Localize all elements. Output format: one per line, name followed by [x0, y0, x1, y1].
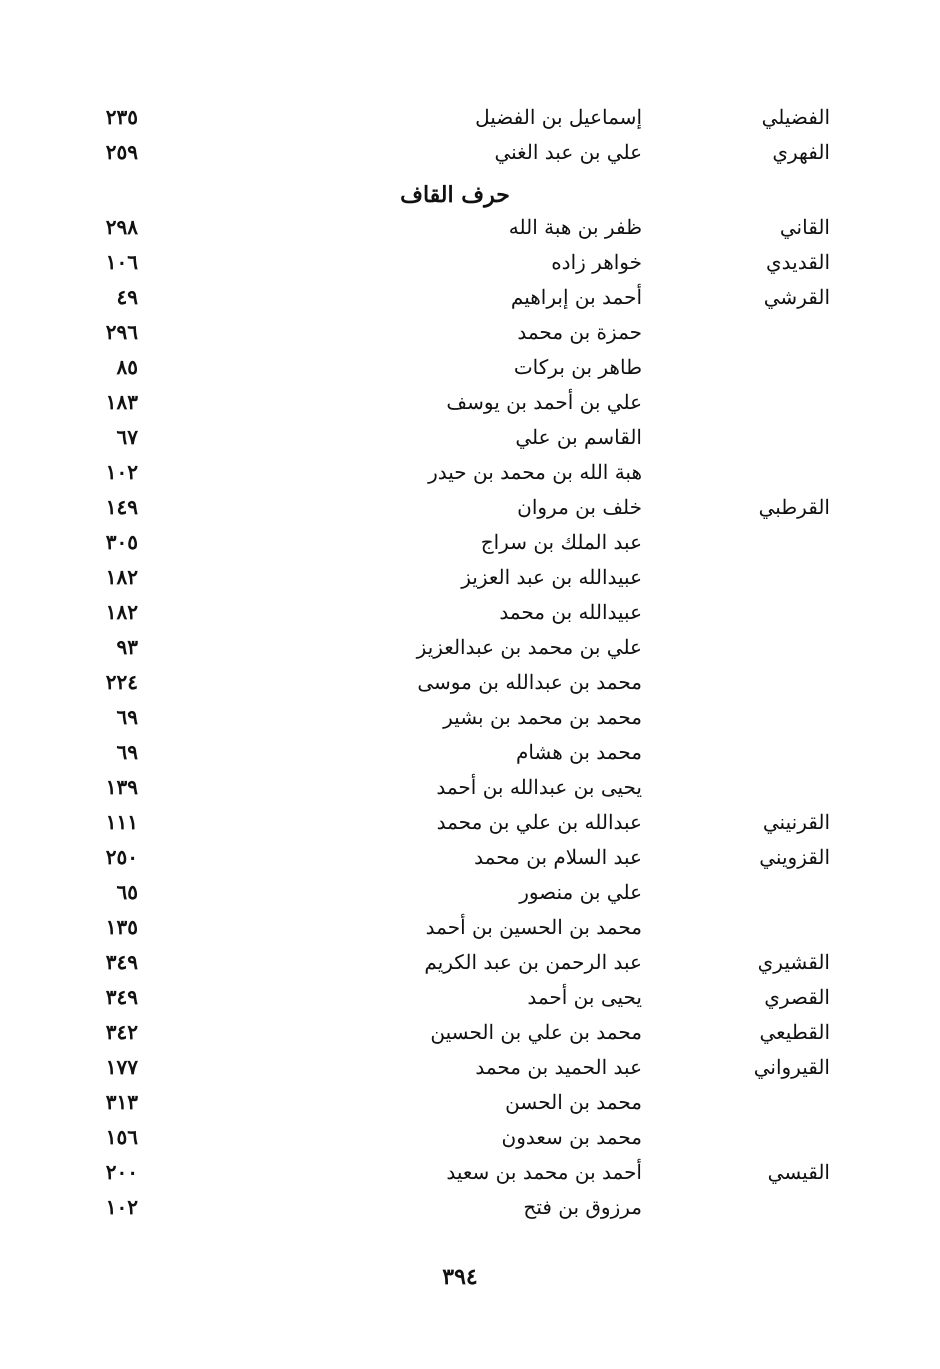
nisba-label: القيرواني: [753, 1055, 830, 1079]
index-row: [0, 385, 940, 420]
page-reference: ٣٤٩: [105, 985, 138, 1009]
index-row: [0, 1050, 940, 1085]
page-reference: ٢٥٩: [105, 140, 138, 164]
page-reference: ٦٩: [116, 705, 138, 729]
index-row: [0, 700, 940, 735]
person-name: مرزوق بن فتح: [523, 1195, 642, 1219]
index-row: [0, 595, 940, 630]
nisba-label: القرنيني: [762, 810, 830, 834]
page-number: ٣٩٤: [442, 1264, 478, 1290]
page-reference: ١٤٩: [105, 495, 138, 519]
index-row: [0, 350, 940, 385]
person-name: أحمد بن محمد بن سعيد: [446, 1160, 642, 1184]
index-row: [0, 980, 940, 1015]
page-reference: ٤٩: [116, 285, 138, 309]
index-row: [0, 420, 940, 455]
person-name: علي بن أحمد بن يوسف: [446, 390, 642, 414]
person-name: محمد بن الحسين بن أحمد: [425, 915, 642, 939]
index-row: [0, 455, 940, 490]
index-row: [0, 490, 940, 525]
nisba-label: الفضيلي: [761, 105, 830, 129]
person-name: عبد السلام بن محمد: [474, 845, 642, 869]
person-name: حمزة بن محمد: [517, 320, 642, 344]
nisba-label: القديدي: [766, 250, 830, 274]
page-reference: ٩٣: [116, 635, 138, 659]
index-row: [0, 840, 940, 875]
nisba-label: القزويني: [759, 845, 830, 869]
person-name: محمد بن سعدون: [501, 1125, 642, 1149]
page-reference: ٢٣٥: [105, 105, 138, 129]
person-name: عبدالله بن علي بن محمد: [436, 810, 642, 834]
index-row: [0, 560, 940, 595]
person-name: عبد الحميد بن محمد: [475, 1055, 642, 1079]
person-name: هبة الله بن محمد بن حيدر: [428, 460, 642, 484]
nisba-label: القشيري: [757, 950, 830, 974]
index-row: [0, 135, 940, 170]
person-name: إسماعيل بن الفضيل: [475, 105, 642, 129]
index-row: [0, 770, 940, 805]
person-name: يحيى بن أحمد: [527, 985, 642, 1009]
page-reference: ٢٢٤: [105, 670, 138, 694]
person-name: القاسم بن علي: [515, 425, 642, 449]
page-reference: ١٣٩: [105, 775, 138, 799]
section-heading: حرف القاف: [400, 182, 510, 208]
person-name: محمد بن عبدالله بن موسى: [417, 670, 642, 694]
page-reference: ٢٩٨: [105, 215, 138, 239]
person-name: طاهر بن بركات: [513, 355, 642, 379]
page-reference: ١٠٢: [105, 1195, 138, 1219]
person-name: خلف بن مروان: [517, 495, 642, 519]
person-name: خواهر زاده: [551, 250, 642, 274]
nisba-label: القرطبي: [758, 495, 830, 519]
page-reference: ١٥٦: [105, 1125, 138, 1149]
person-name: عبد الملك بن سراج: [480, 530, 642, 554]
nisba-label: القصري: [764, 985, 830, 1009]
index-row: [0, 805, 940, 840]
person-name: عبيدالله بن محمد: [499, 600, 642, 624]
person-name: علي بن محمد بن عبدالعزيز: [416, 635, 642, 659]
person-name: محمد بن الحسن: [505, 1090, 642, 1114]
page-reference: ١٨٢: [105, 565, 138, 589]
page-reference: ٢٥٠: [105, 845, 138, 869]
index-row: [0, 945, 940, 980]
nisba-label: القرشي: [763, 285, 830, 309]
person-name: يحيى بن عبدالله بن أحمد: [436, 775, 642, 799]
page-reference: ١٠٢: [105, 460, 138, 484]
page-reference: ١١١: [105, 810, 138, 834]
page-reference: ٣٤٩: [105, 950, 138, 974]
person-name: علي بن عبد الغني: [494, 140, 642, 164]
index-row: [0, 1155, 940, 1190]
person-name: محمد بن محمد بن بشير: [443, 705, 642, 729]
page-reference: ١٣٥: [105, 915, 138, 939]
page-reference: ٢٩٦: [105, 320, 138, 344]
index-row: [0, 1085, 940, 1120]
page-reference: ١٠٦: [105, 250, 138, 274]
index-row: [0, 630, 940, 665]
page-reference: ١٨٢: [105, 600, 138, 624]
person-name: عبيدالله بن عبد العزيز: [461, 565, 642, 589]
page-reference: ٢٠٠: [105, 1160, 138, 1184]
page-reference: ٦٥: [116, 880, 138, 904]
index-row: [0, 1190, 940, 1225]
nisba-label: الفهري: [772, 140, 830, 164]
person-name: علي بن منصور: [519, 880, 642, 904]
nisba-label: القاني: [779, 215, 830, 239]
person-name: عبد الرحمن بن عبد الكريم: [424, 950, 642, 974]
person-name: محمد بن علي بن الحسين: [430, 1020, 642, 1044]
page-reference: ١٨٣: [105, 390, 138, 414]
page-reference: ٦٧: [116, 425, 138, 449]
index-row: [0, 665, 940, 700]
index-row: [0, 280, 940, 315]
index-row: [0, 210, 940, 245]
page-reference: ٦٩: [116, 740, 138, 764]
index-row: [0, 910, 940, 945]
nisba-label: القطيعي: [759, 1020, 830, 1044]
index-row: [0, 1120, 940, 1155]
index-row: [0, 100, 940, 135]
index-row: [0, 735, 940, 770]
index-row: [0, 1015, 940, 1050]
person-name: محمد بن هشام: [515, 740, 642, 764]
index-row: [0, 245, 940, 280]
index-row: [0, 315, 940, 350]
index-row: [0, 875, 940, 910]
person-name: ظفر بن هبة الله: [508, 215, 642, 239]
person-name: أحمد بن إبراهيم: [510, 285, 642, 309]
page-reference: ٣١٣: [105, 1090, 138, 1114]
index-row: [0, 525, 940, 560]
page-reference: ٣٠٥: [105, 530, 138, 554]
page-reference: ٨٥: [116, 355, 138, 379]
page-reference: ١٧٧: [105, 1055, 138, 1079]
nisba-label: القيسي: [767, 1160, 830, 1184]
page-reference: ٣٤٢: [105, 1020, 138, 1044]
